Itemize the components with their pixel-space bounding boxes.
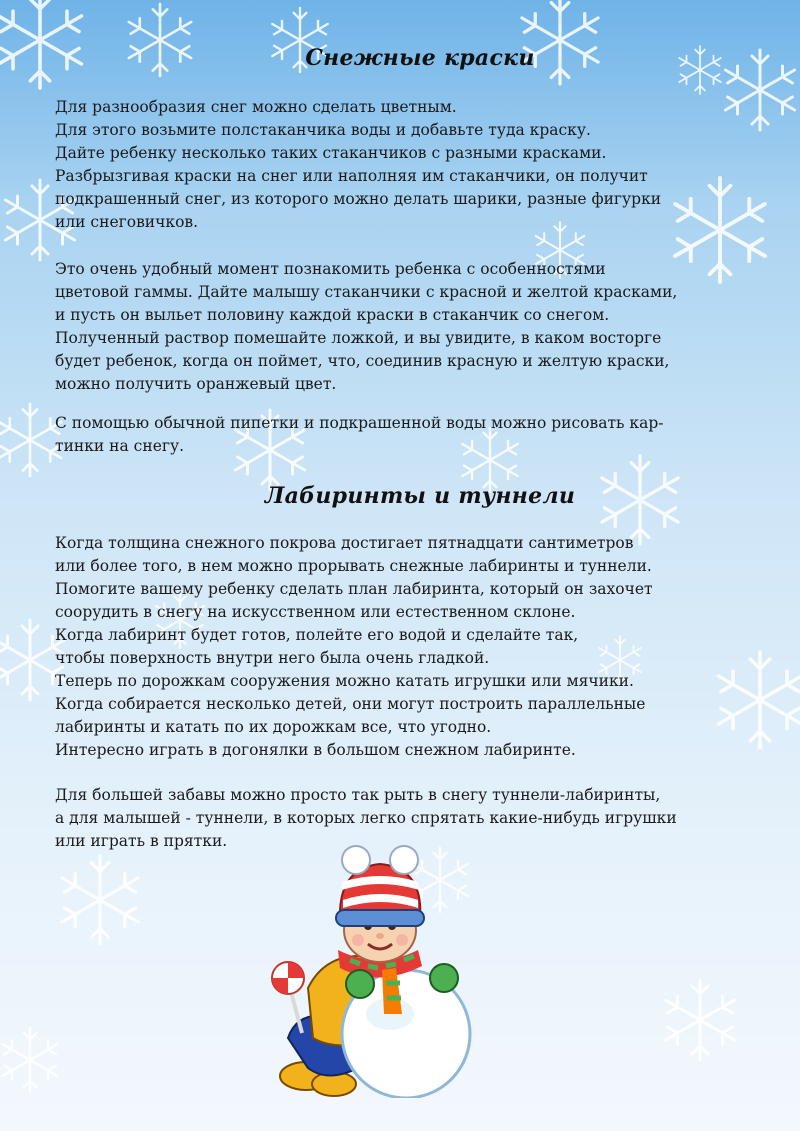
text-line: подкрашенный снег, из которого можно делать шарики, разные фигурки bbox=[55, 190, 662, 208]
text-line: можно получить оранжевый цвет. bbox=[55, 375, 337, 393]
text-line: тинки на снегу. bbox=[55, 437, 185, 455]
paragraph bbox=[55, 258, 785, 396]
text-line: Помогите вашему ребенку сделать план лабиринта, который он захочет bbox=[55, 580, 653, 598]
text-line: Теперь по дорожкам сооружения можно катать игрушки или мячики. bbox=[55, 672, 634, 690]
text-line: Это очень удобный момент познакомить ребенка с особенностями bbox=[55, 260, 606, 278]
child-with-snowball-illustration bbox=[268, 838, 498, 1098]
text-line: цветовой гаммы. Дайте малышу стаканчики с красной и желтой красками, bbox=[55, 283, 678, 301]
text-line: Интересно играть в догонялки в большом снежном лабиринте. bbox=[55, 741, 576, 759]
text-line: или играть в прятки. bbox=[55, 832, 228, 850]
text-line: Для большей забавы можно просто так рыть в снегу туннели-лабиринты, bbox=[55, 786, 661, 804]
text-line: С помощью обычной пипетки и подкрашенной воды можно рисовать кар- bbox=[55, 414, 664, 432]
paragraph bbox=[55, 532, 785, 762]
section-title-labyrinths: Лабиринты и туннели bbox=[264, 483, 576, 509]
paragraph bbox=[55, 412, 785, 458]
text-line: будет ребенок, когда он поймет, что, соединив красную и желтую краски, bbox=[55, 352, 670, 370]
text-line: Когда лабиринт будет готов, полейте его водой и сделайте так, bbox=[55, 626, 579, 644]
section-title-snow-paints: Снежные краски bbox=[305, 45, 535, 71]
text-line: Дайте ребенку несколько таких стаканчиков с разными красками. bbox=[55, 144, 607, 162]
text-line: лабиринты и катать по их дорожкам все, что угодно. bbox=[55, 718, 492, 736]
text-line: или более того, в нем можно прорывать снежные лабиринты и туннели. bbox=[55, 557, 652, 575]
text-line: Для этого возьмите полстаканчика воды и добавьте туда краску. bbox=[55, 121, 591, 139]
text-line: Когда толщина снежного покрова достигает пятнадцати сантиметров bbox=[55, 534, 634, 552]
paragraph bbox=[55, 96, 785, 234]
text-line: и пусть он выльет половину каждой краски в стаканчик со снегом. bbox=[55, 306, 610, 324]
text-line: Когда собирается несколько детей, они могут построить параллельные bbox=[55, 695, 646, 713]
text-line: Полученный раствор помешайте ложкой, и вы увидите, в каком восторге bbox=[55, 329, 662, 347]
text-line: чтобы поверхность внутри него была очень гладкой. bbox=[55, 649, 490, 667]
text-line: Для разнообразия снег можно сделать цветным. bbox=[55, 98, 457, 116]
text-line: а для малышей - туннели, в которых легко спрятать какие-нибудь игрушки bbox=[55, 809, 677, 827]
text-line: соорудить в снегу на искусственном или естественном склоне. bbox=[55, 603, 576, 621]
text-line: Разбрызгивая краски на снег или наполняя им стаканчики, он получит bbox=[55, 167, 648, 185]
text-line: или снеговичков. bbox=[55, 213, 199, 231]
